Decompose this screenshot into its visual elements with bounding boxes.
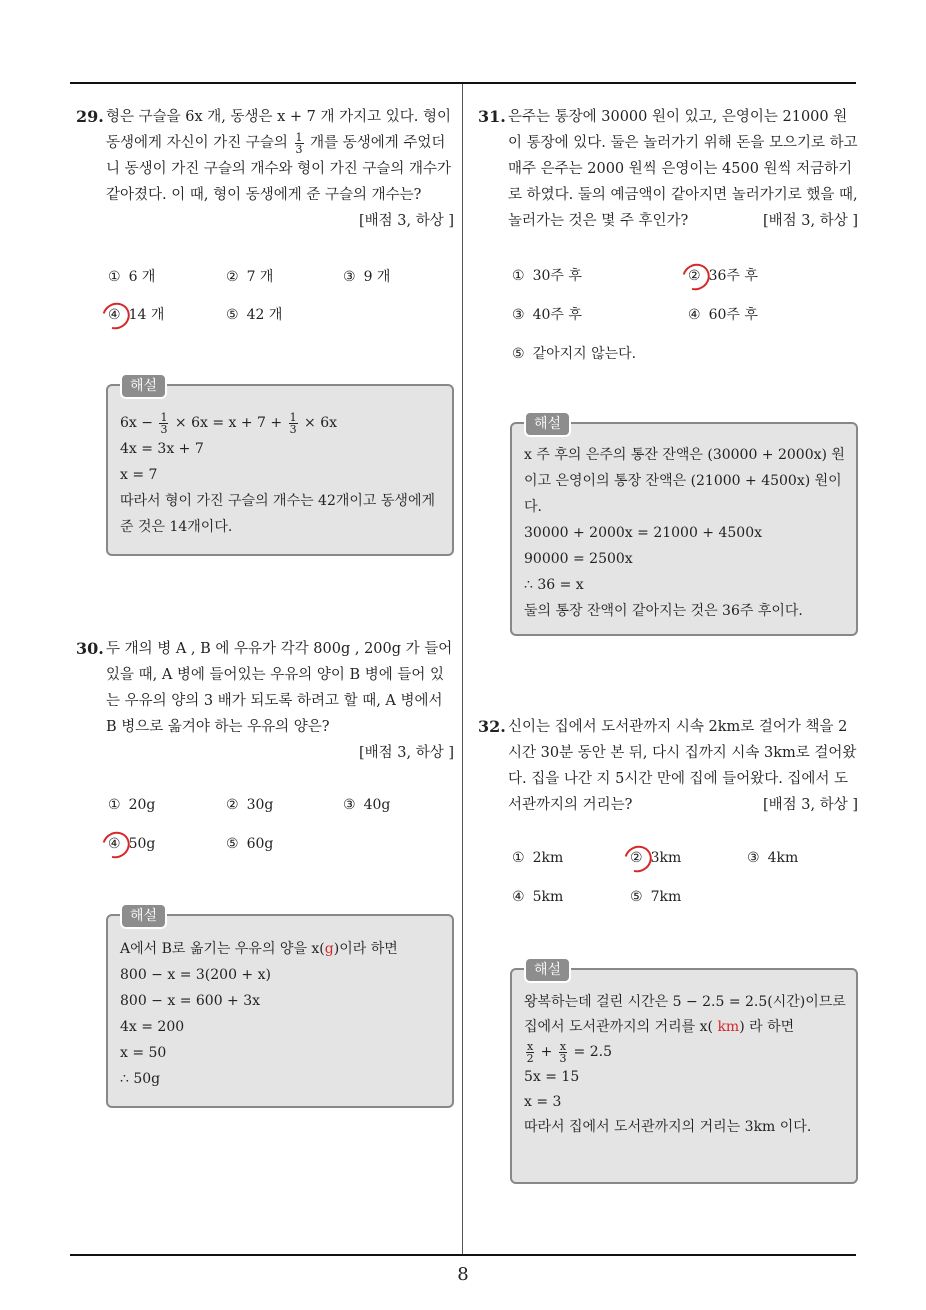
question-text: 두 개의 병 A , B 에 우유가 각각 800g , 200g 가 들어 있을 때, A 병에 들어있는 우유의 양이 B 병에 들어 있는 우유의 양의 3 배가 되도록 하려고 할 때, A 병에서 B 병으로 옮겨야 하는 우유의 양은? (106, 641, 453, 735)
choice-2-selected[interactable]: ② 36주 후 (688, 268, 758, 284)
solution-box-31 (510, 416, 858, 636)
solution-line: 4x = 3x + 7 (120, 441, 204, 457)
solution-line: 90000 = 2500x (524, 551, 633, 567)
answer-circle-icon: ② (688, 268, 701, 284)
solution-line: 집에서 도서관까지의 거리를 x( km) 라 하면 (524, 1019, 795, 1035)
choice-1[interactable]: ① 2km (512, 850, 564, 866)
choice-5[interactable]: ⑤ 같아지지 않는다. (512, 346, 637, 362)
solution-tag: 해설 (120, 373, 167, 399)
question-text: 신이는 집에서 도서관까지 시속 2km로 걸어가 책을 2 시간 30분 동안 본 뒤, 다시 집까지 시속 3km로 걸어왔다. 집을 나간 지 5시간 만에 집에 들어왔다. 집에서 도서관까지의 거리는? (508, 719, 857, 813)
solution-line: 800 − x = 3(200 + x) (120, 967, 271, 983)
question-29 (76, 104, 454, 234)
question-number: 32. (478, 717, 506, 736)
choice-1[interactable]: ① 6 개 (108, 269, 156, 285)
choice-3[interactable]: ③ 4km (747, 850, 799, 866)
bottom-rule (70, 1254, 856, 1256)
solution-text (120, 410, 442, 540)
choice-1[interactable]: ① 30주 후 (512, 268, 582, 284)
solution-text (120, 936, 442, 1092)
solution-box-29 (106, 378, 454, 556)
solution-line: x = 50 (120, 1045, 167, 1061)
solution-text (524, 442, 846, 624)
choice-4-selected[interactable]: ④ 50g (108, 836, 156, 852)
choice-4[interactable]: ④ 60주 후 (688, 307, 758, 323)
solution-tag: 해설 (524, 411, 571, 437)
fraction: $\frac{1}{3}$ (295, 130, 303, 156)
solution-line: ∴ 36 = x (524, 577, 584, 593)
solution-line: 5x = 15 (524, 1069, 580, 1085)
solution-line: x = 3 (524, 1094, 562, 1110)
column-divider (462, 84, 463, 1256)
solution-line: A에서 B로 옮기는 우유의 양을 x(g)이라 하면 (120, 941, 398, 957)
choice-5[interactable]: ⑤ 7km (630, 889, 682, 905)
choice-5[interactable]: ⑤ 42 개 (226, 307, 283, 323)
question-31 (478, 104, 858, 234)
solution-line: 왕복하는데 걸린 시간은 5 − 2.5 = 2.5(시간)이므로 (524, 994, 846, 1010)
solution-line: 30000 + 2000x = 21000 + 4500x (524, 525, 763, 541)
solution-line: 6x − $\frac{1}{3}$ × 6x = x + 7 + $\frac{1}{3}$ × 6x (120, 410, 338, 436)
question-number: 29. (76, 107, 104, 126)
solution-tag: 해설 (524, 957, 571, 983)
choice-1[interactable]: ① 20g (108, 797, 156, 813)
solution-line: 둘의 통장 잔액이 같아지는 것은 36주 후이다. (524, 603, 803, 619)
choice-2-selected[interactable]: ② 3km (630, 850, 682, 866)
choice-3[interactable]: ③ 40주 후 (512, 307, 582, 323)
choice-3[interactable]: ③ 9 개 (343, 269, 391, 285)
question-32 (478, 714, 858, 818)
choice-4[interactable]: ④ 5km (512, 889, 564, 905)
choice-5[interactable]: ⑤ 60g (226, 836, 274, 852)
question-text: 형은 구슬을 6x 개, 동생은 x + 7 개 가지고 있다. 형이 동생에게 자신이 가진 구슬의 $\frac{1}{3}$ 개를 동생에게 주었더니 동생이 가진 구슬의 개수와 형이 가진 구슬의 개수가 같아졌다. 이 때, 형이 동생에게 준 구슬의 개수는? (106, 109, 452, 203)
solution-line: x 주 후의 은주의 통잔 잔액은 (30000 + 2000x) 원 이고 은영이의 통장 잔액은 (21000 + 4500x) 원이다. (524, 447, 845, 515)
solution-tag: 해설 (120, 903, 167, 929)
answer-circle-icon: ④ (108, 307, 121, 323)
solution-box-32 (510, 962, 858, 1184)
solution-line: $\frac{x}{2}$ + $\frac{x}{3}$ = 2.5 (526, 1039, 612, 1065)
choice-4-selected[interactable]: ④ 14 개 (108, 307, 165, 323)
question-number: 30. (76, 639, 104, 658)
solution-box-30 (106, 908, 454, 1108)
answer-circle-icon: ④ (108, 836, 121, 852)
top-rule (70, 82, 856, 84)
solution-line: 4x = 200 (120, 1019, 185, 1035)
question-text: 은주는 통장에 30000 원이 있고, 은영이는 21000 원이 통장에 있다. 둘은 놀러가기 위해 돈을 모으기로 하고 매주 은주는 2000 원씩 은영이는 4500 원씩 저금하기로 하였다. 둘의 예금액이 같아지면 놀러가기로 했을 때, 놀러가는 것은 몇 주 후인가? (508, 109, 858, 229)
score-meta: [배점 3, 하상 ] (358, 745, 454, 761)
choice-2[interactable]: ② 30g (226, 797, 274, 813)
choice-2[interactable]: ② 7 개 (226, 269, 274, 285)
solution-line: 따라서 형이 가진 구슬의 개수는 42개이고 동생에게 준 것은 14개이다. (120, 493, 435, 535)
solution-line: x = 7 (120, 467, 158, 483)
solution-line: 800 − x = 600 + 3x (120, 993, 261, 1009)
score-meta: [배점 3, 하상 ] (358, 213, 454, 229)
answer-circle-icon: ② (630, 850, 643, 866)
solution-line: 따라서 집에서 도서관까지의 거리는 3km 이다. (524, 1119, 812, 1135)
page-number: 8 (457, 1264, 469, 1285)
choice-3[interactable]: ③ 40g (343, 797, 391, 813)
solution-text (524, 990, 846, 1140)
solution-line: ∴ 50g (120, 1071, 161, 1087)
question-number: 31. (478, 107, 506, 126)
score-meta: [배점 3, 하상 ] (762, 213, 858, 229)
question-30 (76, 636, 454, 766)
score-meta: [배점 3, 하상 ] (762, 797, 858, 813)
